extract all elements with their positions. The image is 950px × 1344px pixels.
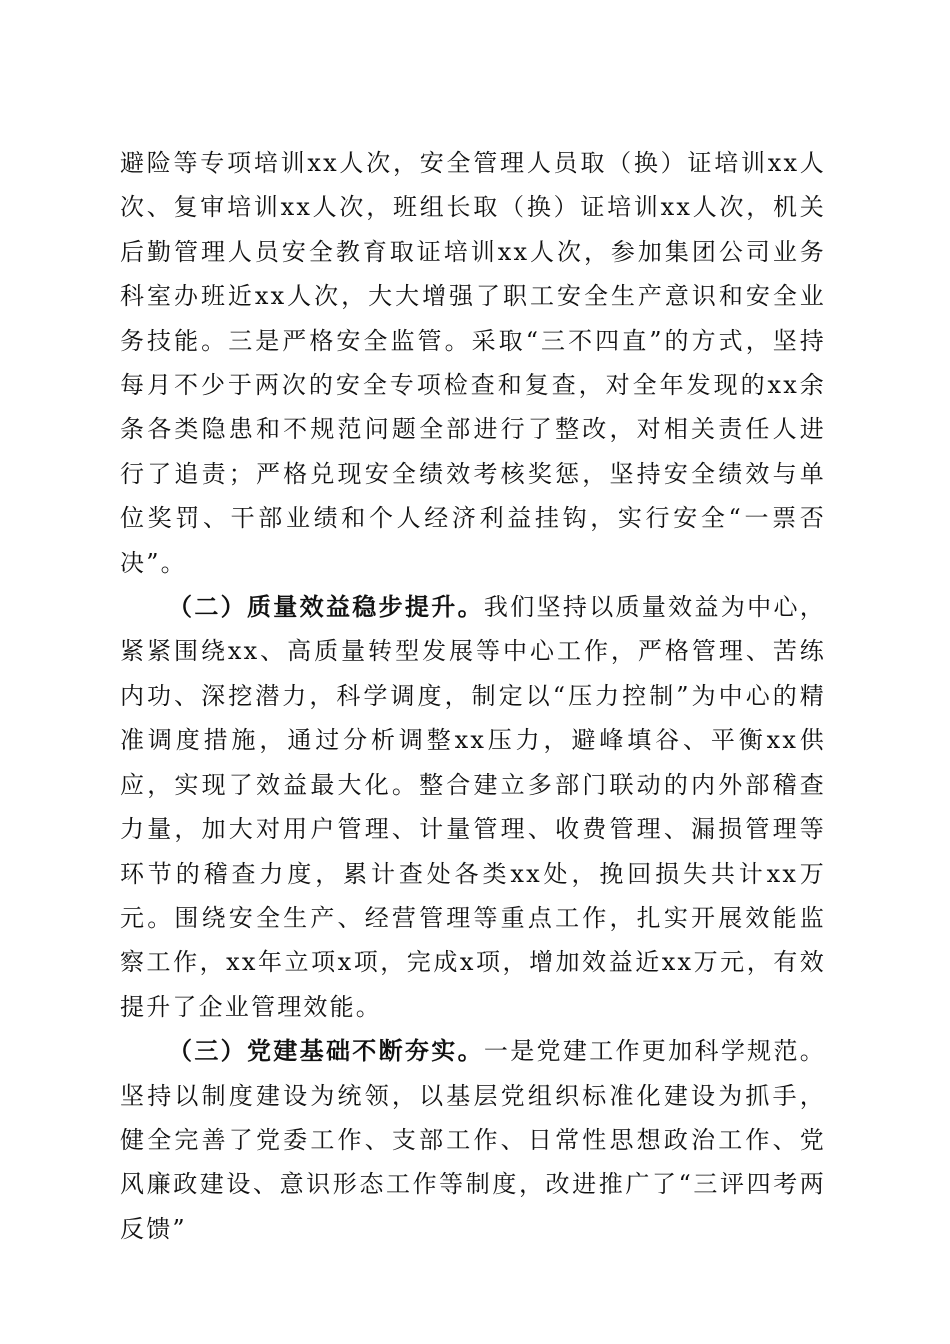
paragraph-text: 避险等专项培训xx人次，安全管理人员取（换）证培训xx人次、复审培训xx人次，班组长取（换）证培训xx人次，机关后勤管理人员安全教育取证培训xx人次，参加集团公司业务科室办班近xx人次，大大增强了职工安全生产意识和安全业务技能。三是严格安全监管。采取“三不四直”的方式，坚持每月不少于两次的安全专项检查和复查，对全年发现的xx余条各类隐患和不规范问题全部进行了整改，对相关责任人进行了追责；严格兑现安全绩效考核奖惩，坚持安全绩效与单位奖罚、干部业绩和个人经济利益挂钩，实行安全“一票否决”。: [120, 149, 826, 577]
paragraph-quality-benefit: [120, 585, 826, 1029]
document-body: [120, 141, 826, 1251]
section-heading-party: （三）党建基础不断夯实。: [168, 1036, 484, 1066]
paragraph-text: 我们坚持以质量效益为中心，紧紧围绕xx、高质量转型发展等中心工作，严格管理、苦练内功、深挖潜力，科学调度，制定以“压力控制”为中心的精准调度措施，通过分析调整xx压力，避峰填谷、平衡xx供应，实现了效益最大化。整合建立多部门联动的内外部稽查力量，加大对用户管理、计量管理、收费管理、漏损管理等环节的稽查力度，累计查处各类xx处，挽回损失共计xx万元。围绕安全生产、经营管理等重点工作，扎实开展效能监察工作，xx年立项x项，完成x项，增加效益近xx万元，有效提升了企业管理效能。: [120, 593, 826, 1021]
paragraph-party-building: [120, 1029, 826, 1251]
paragraph-safety-continuation: [120, 141, 826, 585]
paragraph-text: 一是党建工作更加科学规范。坚持以制度建设为统领，以基层党组织标准化建设为抓手，健全完善了党委工作、支部工作、日常性思想政治工作、党风廉政建设、意识形态工作等制度，改进推广了“三评四考两反馈”: [120, 1037, 826, 1243]
section-heading-quality: （二）质量效益稳步提升。: [168, 592, 484, 622]
